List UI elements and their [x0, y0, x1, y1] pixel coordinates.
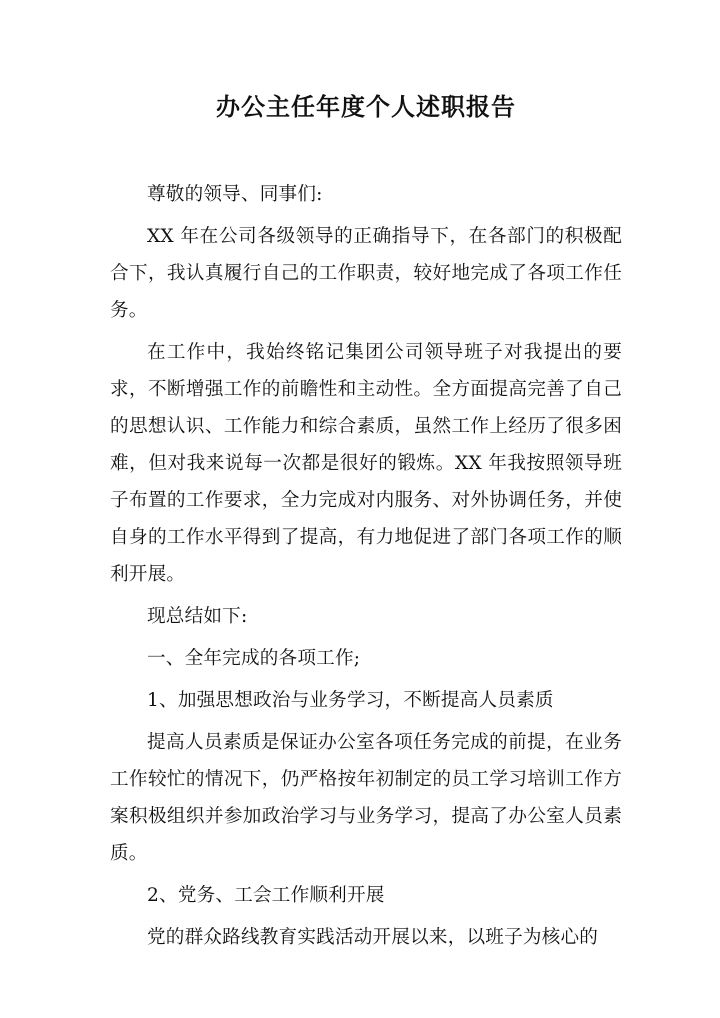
paragraph-intro: XX 年在公司各级领导的正确指导下，在各部门的积极配合下，我认真履行自己的工作职责，较好地完成了各项工作任务。: [110, 226, 622, 321]
paragraph-salutation: 尊敬的领导、同事们:: [147, 184, 323, 205]
subheading-2: 2、党务、工会工作顺利开展: [147, 885, 385, 906]
paragraph-study: 提高人员素质是保证办公室各项任务完成的前提，在业务工作较忙的情况下，仍严格按年初制定的员工学习培训工作方案积极组织并参加政治学习与业务学习，提高了办公室人员素质。: [110, 732, 622, 864]
document-title: 办公主任年度个人述职报告: [216, 92, 516, 121]
section-heading-1: 一、全年完成的各项工作;: [147, 648, 361, 669]
paragraph-summary-lead: 现总结如下:: [147, 606, 248, 627]
subheading-1: 1、加强思想政治与业务学习，不断提高人员素质: [147, 690, 554, 711]
paragraph-party-work: 党的群众路线教育实践活动开展以来，以班子为核心的: [147, 927, 599, 948]
document-body: [110, 176, 622, 956]
paragraph-work-summary: 在工作中，我始终铭记集团公司领导班子对我提出的要求，不断增强工作的前瞻性和主动性。全方面提高完善了自己的思想认识、工作能力和综合素质，虽然工作上经历了很多困难，但对我来说每一次都是很好的锻炼。XX 年我按照领导班子布置的工作要求，全力完成对内服务、对外协调任务，并使自身的工作水平得到了提高，有力地促进了部门各项工作的顺利开展。: [110, 342, 622, 585]
